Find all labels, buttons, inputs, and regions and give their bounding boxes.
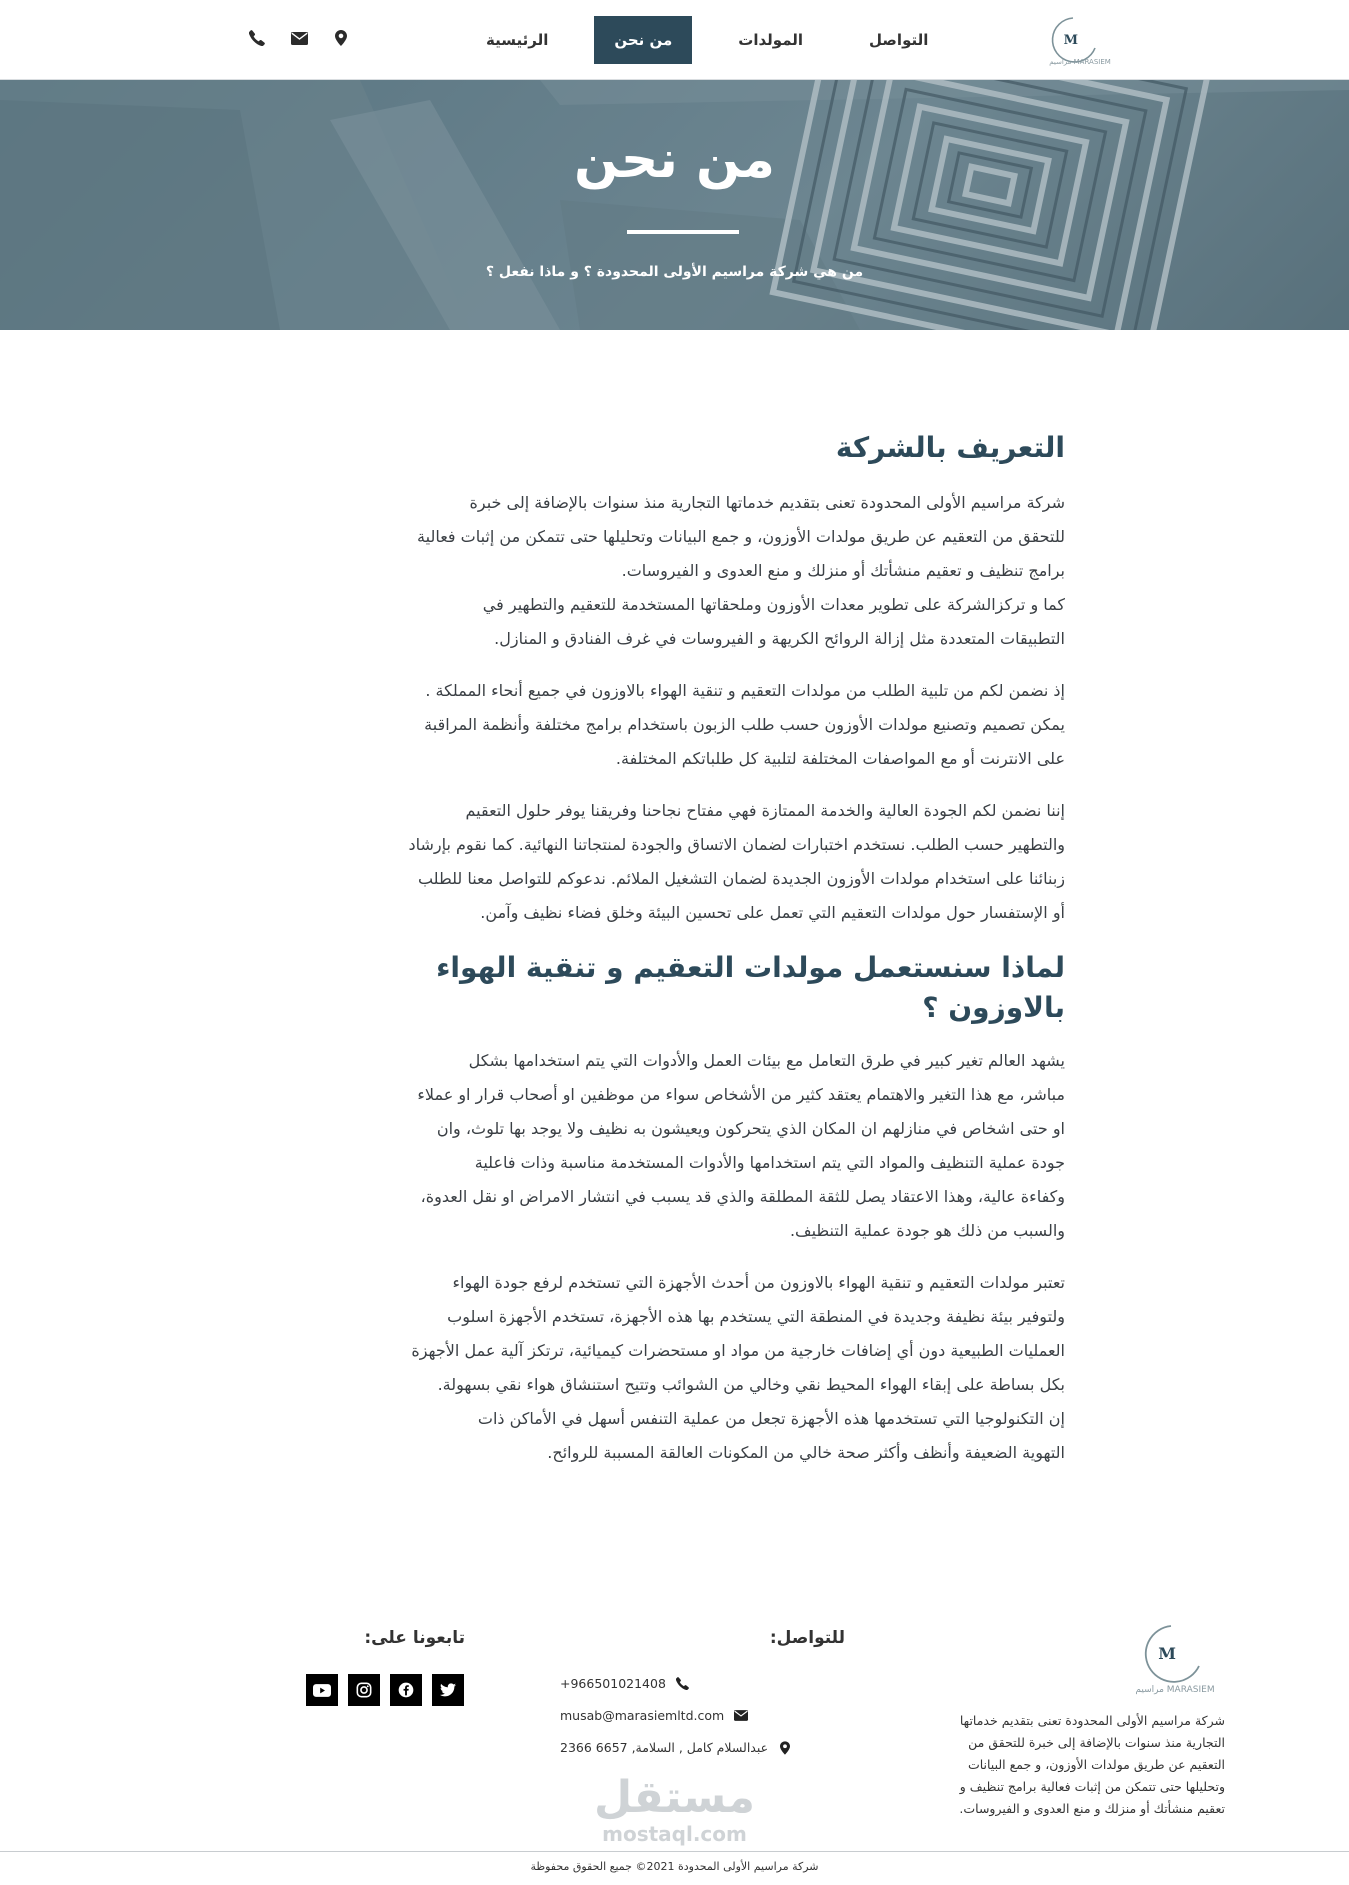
phone-icon — [676, 1677, 690, 1691]
envelope-icon[interactable] — [290, 28, 308, 48]
facebook-icon[interactable] — [390, 1674, 422, 1706]
paragraph-line: التطبيقات المتعددة مثل إزالة الروائح الكريهة و الفيروسات في غرف الفنادق و المنازل. — [494, 629, 1065, 648]
paragraph-line: إذ نضمن لكم من تلبية الطلب من مولدات التعقيم و تنقية الهواء بالاوزون في جميع أنحاء المملكة . — [425, 681, 1065, 700]
paragraph-line: وكفاءة عالية، وهذا الاعتقاد يصل للثقة المطلقة والذي قد يسبب في انتشار الامراض او نقل العدوة، — [420, 1187, 1065, 1206]
logo-letter: M — [1063, 33, 1078, 48]
paragraph-line: زبنائنا على استخدام مولدات الأوزون الجديدة لضمان التشغيل الملائم. ندعوكم للتواصل معنا للطلب — [417, 869, 1065, 888]
hero-title: من نحن — [574, 130, 775, 190]
paragraph-quality — [300, 794, 1065, 930]
footer-email-text: musab@marasiemltd.com — [560, 1708, 725, 1723]
footer-phone-text: +966501021408 — [560, 1676, 666, 1691]
copyright-text: شركة مراسيم الأولى المحدودة 2021© جميع الحقوق محفوظة — [530, 1860, 819, 1873]
footer-logo-text: MARASIEM مراسيم — [1135, 1685, 1215, 1695]
paragraph-ozone-devices — [300, 1266, 1065, 1470]
paragraph-line: العمليات الطبيعية دون أي إضافات خارجية من مواد او مستحضرات كيميائية، ترتكز آلية عمل الأجهزة — [411, 1341, 1065, 1360]
paragraph-line: والتطهير حسب الطلب. نستخدم اختبارات لضمان الاتساق والجودة لمنتجاتنا النهائية. كما نقوم بإرشاد — [408, 835, 1065, 854]
paragraph-line: شركة مراسيم الأولى المحدودة تعنى بتقديم خدماتها التجارية منذ سنوات بالإضافة إلى خبرة — [469, 493, 1065, 512]
footer-about-line: شركة مراسيم الأولى المحدودة تعنى بتقديم خدماتها — [959, 1713, 1225, 1728]
footer-address-text: عبدالسلام كامل , السلامة, 6657 2366 — [560, 1740, 769, 1755]
paragraph-line: والسبب من ذلك هو جودة عملية التنظيف. — [789, 1221, 1065, 1240]
logo-text: MARASIEM مراسيم — [1049, 58, 1111, 66]
instagram-icon[interactable] — [348, 1674, 380, 1706]
social-links — [306, 1674, 464, 1706]
paragraph-line: للتحقق من التعقيم عن طريق مولدات الأوزون، و جمع البيانات وتحليلها حتى تتمكن من إثبات فعالية — [417, 527, 1065, 546]
hero-banner — [0, 80, 1349, 330]
nav-item-home[interactable]: الرئيسية — [486, 31, 549, 49]
nav-item-generators[interactable]: المولدات — [738, 31, 804, 49]
watermark-english: mostaql.com — [602, 1822, 747, 1846]
mostaql-watermark — [592, 1773, 757, 1845]
footer-about-line: تعقيم منشأتك أو منزلك و منع العدوى و الفيروسات. — [959, 1801, 1225, 1816]
footer-about-line: وتحليلها حتى تتمكن من إثبات فعالية برامج تنظيف و — [959, 1779, 1225, 1794]
footer-phone[interactable] — [560, 1676, 845, 1691]
paragraph-line: يمكن تصميم وتصنيع مولدات الأوزون حسب طلب الزبون باستخدام برامج مختلفة وأنظمة المراقبة — [424, 715, 1065, 734]
navbar — [0, 0, 1349, 80]
paragraph-line: تعتبر مولدات التعقيم و تنقية الهواء بالاوزون من أحدث الأجهزة التي تستخدم لرفع جودة الهواء — [452, 1273, 1065, 1292]
footer-logo[interactable] — [1127, 1618, 1223, 1698]
youtube-icon[interactable] — [306, 1674, 338, 1706]
nav-item-contact[interactable]: التواصل — [869, 31, 929, 49]
paragraph-line: او حتى اشخاص في منازلهم ان المكان الذي يتحركون ويعيشون به نظيف ولا يوجد بها تلوث، وان — [436, 1119, 1065, 1138]
paragraph-line: إننا نضمن لكم الجودة العالية والخدمة الممتازة فهي مفتاح نجاحنا وفريقنا يوفر حلول التعقيم — [465, 801, 1065, 820]
section-title-line: بالاوزون ؟ — [922, 991, 1065, 1024]
phone-icon[interactable] — [248, 28, 266, 48]
footer-contact-title: للتواصل: — [769, 1628, 845, 1648]
main-nav — [466, 16, 948, 64]
paragraph-line: برامج تنظيف و تعقيم منشأتك أو منزلك و منع العدوى و الفيروسات. — [621, 561, 1065, 580]
paragraph-line: التهوية الضعيفة وأنظف وأكثر صحة خالي من المكونات العالقة المسببة للروائح. — [547, 1443, 1065, 1462]
about-content — [300, 428, 1065, 1488]
paragraph-line: إن التكنولوجيا التي تستخدمها هذه الأجهزة تجعل من عملية التنفس أسهل في الأماكن ذات — [477, 1409, 1065, 1428]
paragraph-line: ولتوفير بيئة نظيفة وجديدة في المنطقة التي يستخدم بها هذه الأجهزة، تستخدم الأجهزة اسلوب — [447, 1307, 1065, 1326]
section-title-why-ozone — [300, 948, 1065, 1028]
paragraph-intro — [300, 486, 1065, 656]
map-pin-icon[interactable] — [332, 28, 350, 48]
watermark-arabic: مستقل — [594, 1772, 755, 1823]
nav-contact-icons — [248, 28, 350, 48]
nav-item-about[interactable]: من نحن — [594, 16, 692, 64]
paragraph-line: يشهد العالم تغير كبير في طرق التعامل مع بيئات العمل والأدوات التي يتم استخدامها بشكل — [468, 1051, 1065, 1070]
footer-address — [560, 1740, 845, 1755]
footer-about-line: التجارية منذ سنوات بالإضافة إلى خبرة للتحقق من — [968, 1735, 1225, 1750]
paragraph-coverage — [300, 674, 1065, 776]
paragraph-line: مباشر، مع هذا التغير والاهتمام يعتقد كثير من الأشخاص سواء من موظفين او أصحاب قرار او عملاء — [417, 1085, 1065, 1104]
footer-logo-letter: M — [1158, 1644, 1176, 1663]
paragraph-line: جودة عملية التنظيف والمواد التي يتم استخدامها والأدوات المستخدمة مناسبة وذات فاعلية — [474, 1153, 1065, 1172]
paragraph-line: بكل بساطة على إبقاء الهواء المحيط نقي وخالي من الشوائب وتتيح استنشاق هواء نقي بسهولة. — [437, 1375, 1065, 1394]
paragraph-line: كما و تركزالشركة على تطوير معدات الأوزون وملحقاتها المستخدمة للتعقيم والتطهير في — [482, 595, 1065, 614]
footer-follow-title: تابعونا على: — [364, 1628, 465, 1648]
footer-email[interactable] — [560, 1708, 845, 1723]
section-title-line: لماذا سنستعمل مولدات التعقيم و تنقية الهواء — [436, 951, 1065, 984]
paragraph-world-change — [300, 1044, 1065, 1248]
paragraph-line: على الانترنت أو مع المواصفات المختلفة لتلبية كل طلباتكم المختلفة. — [615, 749, 1065, 768]
footer-about-text — [910, 1710, 1225, 1820]
hero-subtitle: من هي شركة مراسيم الأولى المحدودة ؟ و ماذا نفعل ؟ — [485, 264, 864, 280]
hero-background-image — [0, 80, 1349, 330]
paragraph-line: أو الإستفسار حول مولدات التعقيم التي تعمل على تحسين البيئة وخلق فضاء نظيف وآمن. — [480, 903, 1065, 922]
footer-about-line: التعقيم عن طريق مولدات الأوزون، و جمع البيانات — [967, 1757, 1225, 1772]
envelope-icon — [734, 1709, 748, 1723]
section-title-company-intro: التعريف بالشركة — [835, 431, 1065, 464]
brand-logo[interactable] — [1043, 12, 1117, 68]
footer-divider — [0, 1851, 1349, 1852]
twitter-icon[interactable] — [432, 1674, 464, 1706]
map-pin-icon — [778, 1741, 792, 1755]
hero-divider — [627, 230, 739, 234]
